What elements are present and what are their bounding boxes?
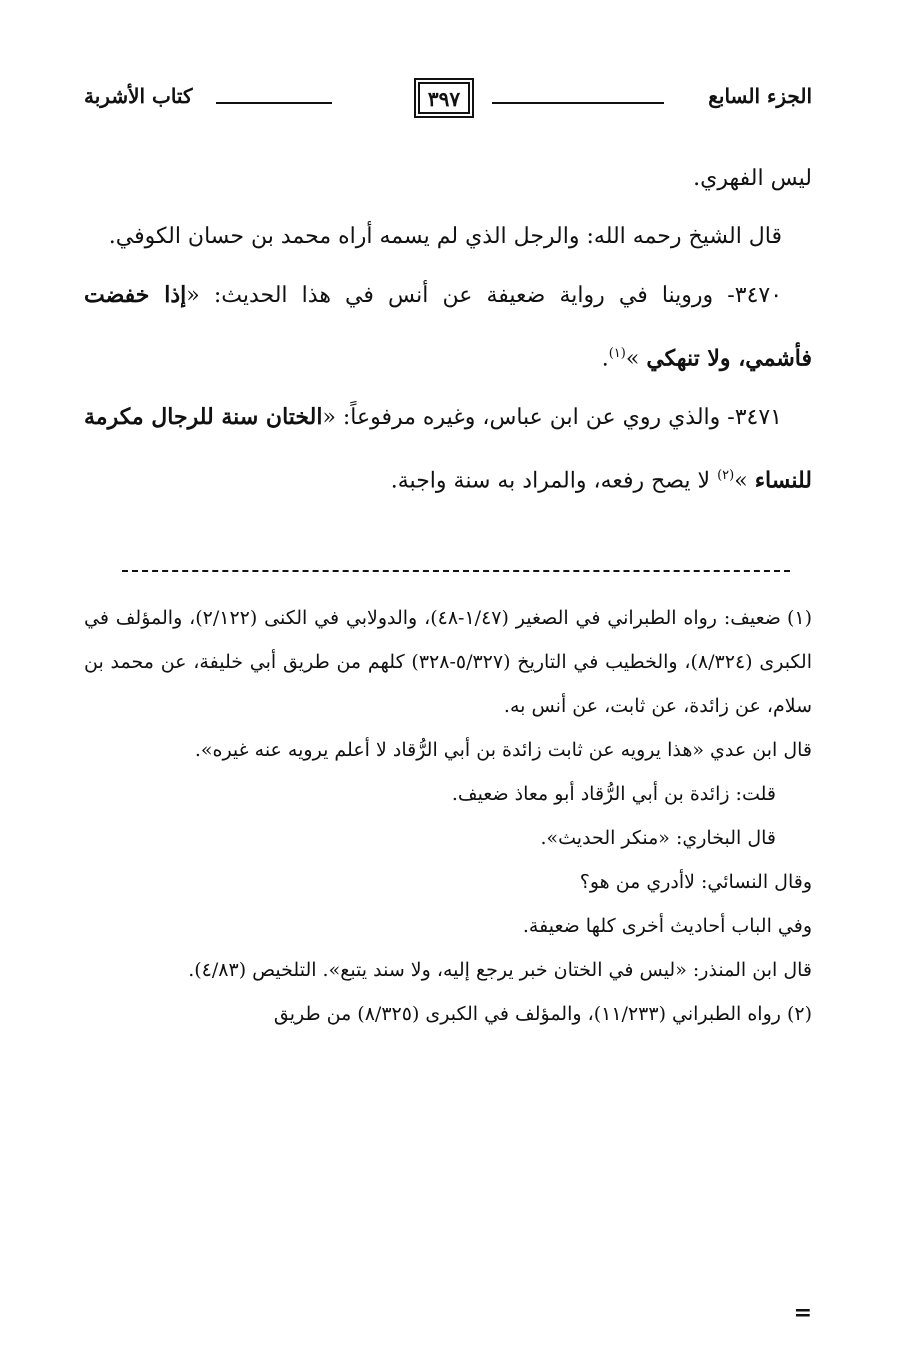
footnote-1-note: قلت: زائدة بن أبي الرُّقاد أبو معاذ ضعيف. <box>451 783 776 805</box>
header-rule-right <box>492 102 664 104</box>
footnote-ref-1: (١) <box>608 346 626 361</box>
header-book-title: كتاب الأشربة <box>84 84 193 108</box>
paragraph-3471 <box>84 388 812 510</box>
paragraph-2: قال الشيخ رحمه الله: والرجل الذي لم يسمه أراه محمد بن حسان الكوفي. <box>108 224 782 249</box>
footnote-1-bukhari: قال البخاري: «منكر الحديث». <box>540 827 776 849</box>
header-rule-left <box>216 102 332 104</box>
footnote-divider <box>122 570 790 572</box>
header-part-title: الجزء السابع <box>708 84 812 108</box>
footnotes <box>84 596 812 1036</box>
footnote-2-text: رواه الطبراني (١١/٢٣٣)، والمؤلف في الكبرى (٨/٣٢٥) من طريق <box>273 1003 781 1025</box>
footnote-ref-2: (٢) <box>717 468 735 484</box>
footnote-1 <box>84 596 812 728</box>
hadith-3470-close: » <box>625 346 640 372</box>
footnote-1-other: وفي الباب أحاديث أخرى كلها ضعيفة. <box>522 915 812 937</box>
footnote-2-number: (٢) <box>786 1003 812 1025</box>
footnote-1-text: ضعيف: رواه الطبراني في الصغير (١/٤٧-٤٨)، والدولابي في الكنى (٢/١٢٢)، والمؤلف في الكبرى (٨/٣٢٤)، والخطيب في التاريخ (٥/٣٢٧-٣٢٨) كلهم من طريق أبي خليفة، عن محمد بن سلام، عن زائدة، عن ثابت، عن أنس به. <box>84 607 812 717</box>
paragraph-1: ليس الفهري. <box>693 166 812 191</box>
page-number: ٣٩٧ <box>414 78 474 118</box>
hadith-3470-end: . <box>601 346 609 372</box>
hadith-3471-close: » <box>734 468 748 494</box>
footnote-1-number: (١) <box>786 607 812 629</box>
footnote-1-nasai: وقال النسائي: لاأدري من هو؟ <box>579 871 812 893</box>
hadith-3471-end: لا يصح رفعه، والمراد به سنة واجبة. <box>390 468 718 494</box>
continuation-mark: = <box>793 1300 812 1326</box>
hadith-3470-quote: إذا خفضت فأشمي، ولا تنهكي <box>84 282 812 372</box>
hadith-3471-quote: الختان سنة للرجال مكرمة للنساء <box>84 404 812 494</box>
footnote-1-ibn-mundhir: قال ابن المنذر: «ليس في الختان خبر يرجع إليه، ولا سند يتبع». التلخيص (٤/٨٣). <box>188 959 812 981</box>
paragraph-3470 <box>84 266 812 388</box>
hadith-3470-intro: ٣٤٧٠- وروينا في رواية ضعيفة عن أنس في هذا الحديث: « <box>186 283 783 308</box>
hadith-3471-intro: ٣٤٧١- والذي روي عن ابن عباس، وغيره مرفوعاً: « <box>322 405 782 431</box>
footnote-2 <box>84 992 812 1036</box>
footnote-1-ibn-adi: قال ابن عدي «هذا يرويه عن ثابت زائدة بن أبي الرُّقاد لا أعلم يرويه عنه غيره». <box>194 739 812 761</box>
page-header <box>84 78 812 128</box>
main-text <box>84 150 812 511</box>
